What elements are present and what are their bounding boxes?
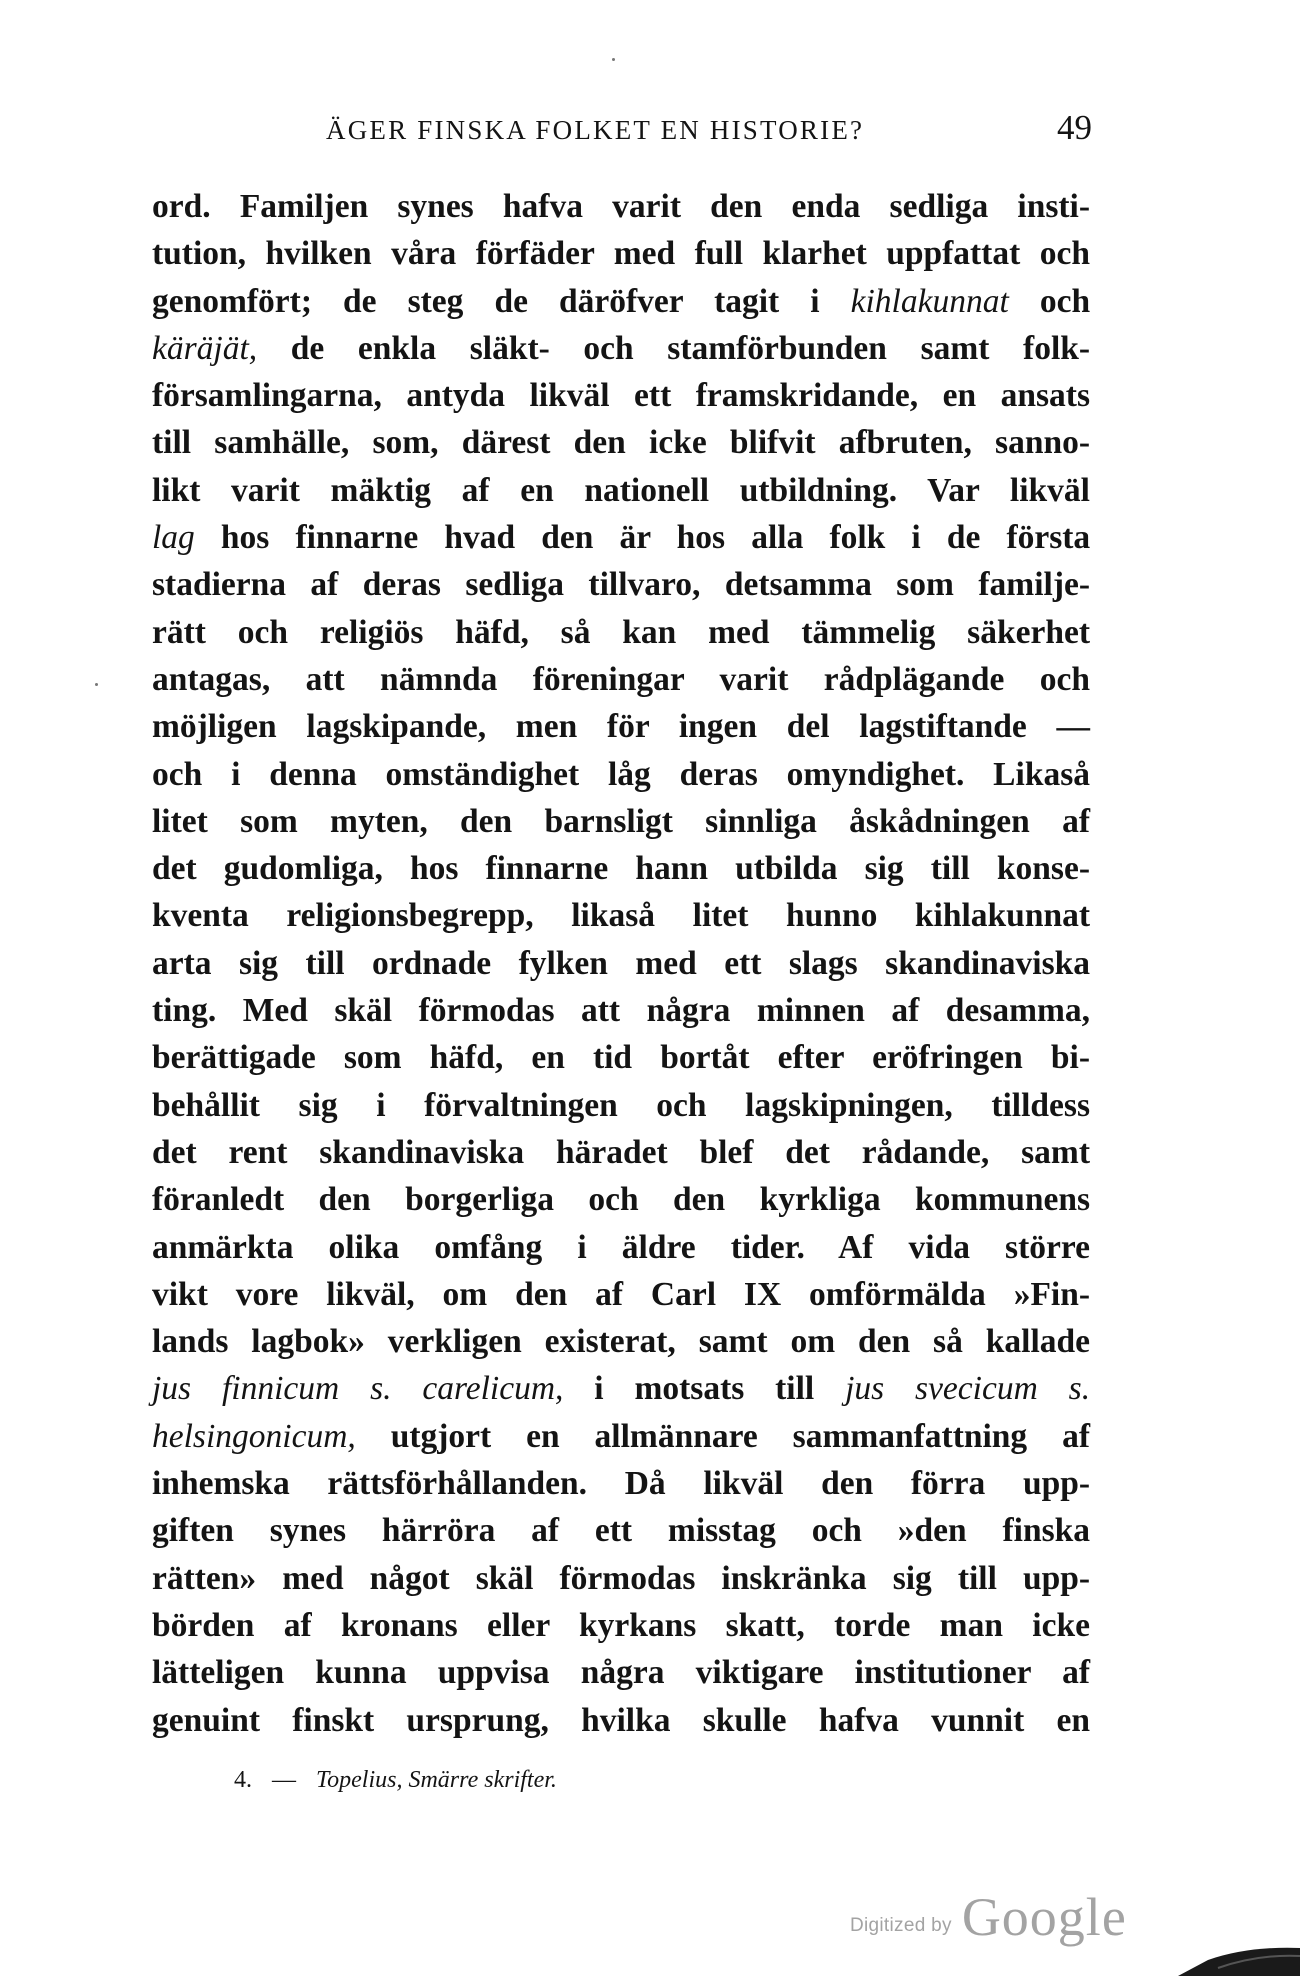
text-line: möjligen lagskipande, men för ingen del lagstiftande — [152, 708, 1090, 746]
print-speck [95, 683, 98, 686]
text-line: genuint finskt ursprung, hvilka skulle hafva vunnit en [152, 1701, 1090, 1739]
running-head [326, 110, 1092, 150]
body-text [152, 183, 1090, 1744]
running-title: ÄGER FINSKA FOLKET EN HISTORIE? [326, 115, 865, 145]
text-line: församlingarna, antyda likväl ett framskridande, en ansats [152, 377, 1090, 415]
text-line: lag hos finnarne hvad den är hos alla folk i de första [152, 519, 1091, 557]
text-line: ord. Familjen synes hafva varit den enda sedliga insti- [152, 188, 1090, 225]
google-watermark [850, 1886, 1127, 1948]
text-line: lätteligen kunna uppvisa några viktigare institutioner af [152, 1654, 1090, 1692]
text-line: anmärkta olika omfång i äldre tider. Af vida större [152, 1228, 1090, 1266]
signature-dash: — [272, 1767, 296, 1793]
text-line: kventa religionsbegrepp, likaså litet hunno kihlakunnat [152, 897, 1090, 935]
text-line: till samhälle, som, därest den icke blifvit afbruten, sanno- [152, 424, 1090, 462]
signature-reference: Topelius, Smärre skrifter. [316, 1767, 557, 1793]
text-line: lands lagbok» verkligen existerat, samt om den så kallade [152, 1323, 1090, 1361]
text-line: stadierna af deras sedliga tillvaro, detsamma som familje- [152, 566, 1090, 604]
text-line: käräjät, de enkla släkt- och stamförbunden samt folk- [152, 329, 1091, 367]
text-line: helsingonicum, utgjort en allmännare sammanfattning af [152, 1417, 1091, 1455]
text-line: giften synes härröra af ett misstag och »den finska [152, 1512, 1090, 1550]
text-line: det gudomliga, hos finnarne hann utbilda sig till konse- [152, 850, 1090, 888]
text-line: berättigade som häfd, en tid bortåt efter eröfringen bi- [152, 1039, 1090, 1077]
text-line: likt varit mäktig af en nationell utbildning. Var likväl [152, 471, 1090, 509]
text-line: litet som myten, den barnsligt sinnliga åskådningen af [152, 802, 1090, 840]
text-line: och i denna omständighet låg deras omyndighet. Likaså [152, 755, 1090, 793]
text-line: genomfört; de steg de däröfver tagit i kihlakunnat och [152, 282, 1091, 320]
text-line: antagas, att nämnda föreningar varit rådplägande och [152, 660, 1090, 698]
watermark-prefix: Digitized by [850, 1915, 952, 1936]
text-line: rätt och religiös häfd, så kan med tämmelig säkerhet [152, 613, 1090, 651]
text-line: inhemska rättsförhållanden. Då likväl den förra upp- [152, 1465, 1090, 1503]
text-line: arta sig till ordnade fylken med ett slags skandinaviska [152, 944, 1090, 982]
text-line: tution, hvilken våra förfäder med full klarhet uppfattat och [152, 235, 1090, 273]
signature-mark: 4. [234, 1767, 252, 1793]
text-line: det rent skandinaviska häradet blef det rådande, samt [152, 1133, 1090, 1171]
text-line: rätten» med något skäl förmodas inskränka sig till upp- [152, 1559, 1090, 1597]
text-line: ting. Med skäl förmodas att några minnen af desamma, [152, 992, 1090, 1030]
google-logo: Google [961, 1887, 1127, 1947]
text-line: behållit sig i förvaltningen och lagskipningen, tilldess [152, 1086, 1090, 1124]
text-line: jus finnicum s. carelicum, i motsats till jus svecicum s. [152, 1370, 1091, 1408]
text-line: börden af kronans eller kyrkans skatt, torde man icke [152, 1606, 1090, 1644]
printer-signature [234, 1764, 557, 1796]
print-speck [612, 58, 615, 61]
text-line: föranledt den borgerliga och den kyrkliga kommunens [152, 1181, 1090, 1219]
text-line: vikt vore likväl, om den af Carl IX omförmälda »Fin- [152, 1275, 1090, 1313]
page-edge-shadow [1178, 1942, 1300, 1976]
page-number: 49 [1057, 108, 1092, 147]
